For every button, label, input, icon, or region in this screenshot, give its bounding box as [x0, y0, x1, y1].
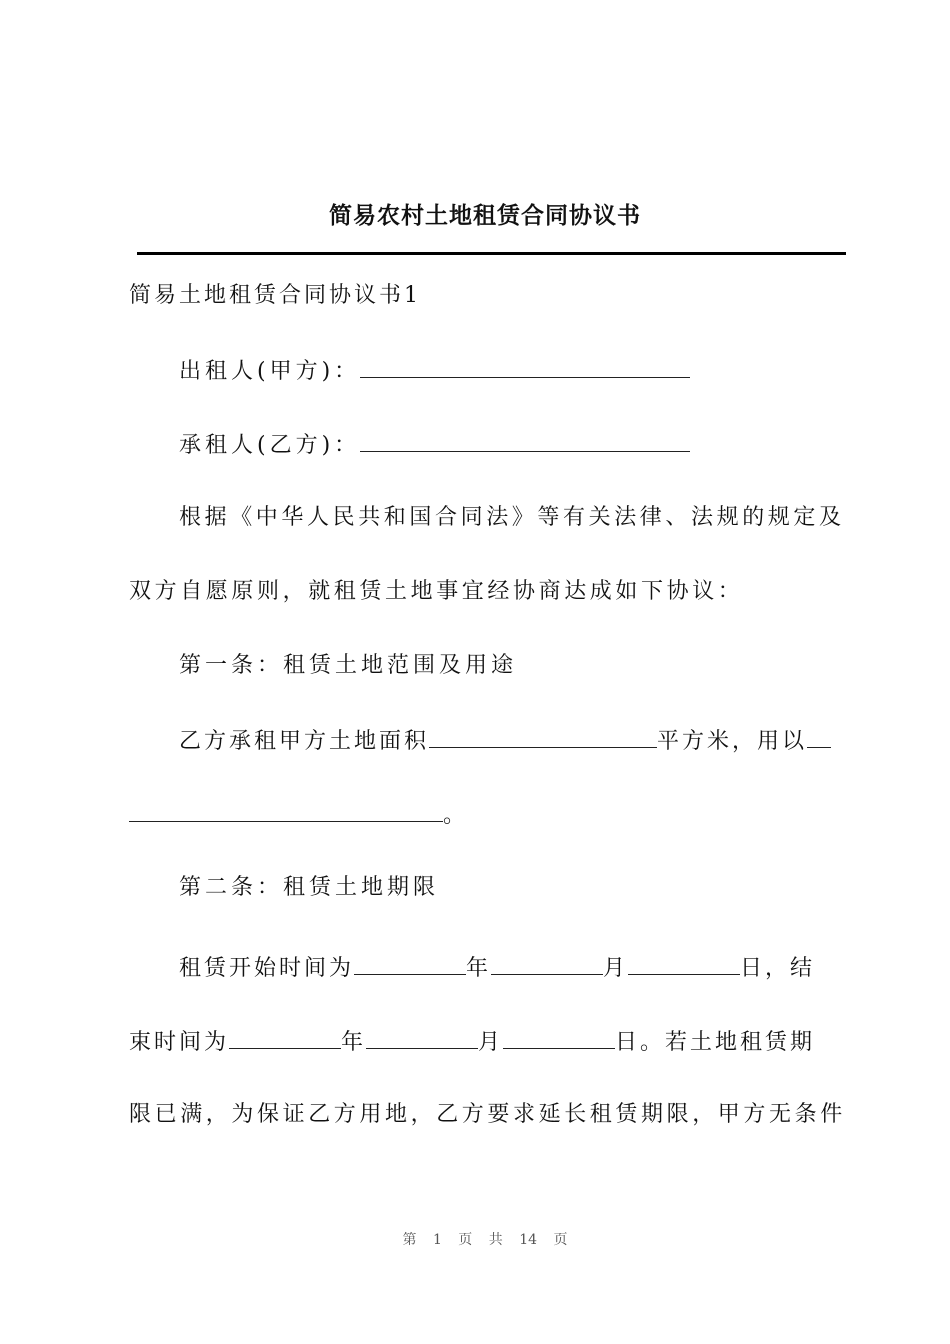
use-blank	[129, 799, 443, 822]
lessor-blank	[360, 355, 690, 378]
lessor-label: 出租人(甲方)：	[179, 359, 361, 384]
lessor-line	[179, 355, 690, 387]
end-time-label: 束时间为	[129, 1030, 230, 1055]
document-title: 简易农村土地租赁合同协议书	[329, 202, 641, 229]
end-year-blank	[229, 1026, 341, 1049]
area-blank	[429, 725, 657, 748]
article-1-continuation	[129, 799, 469, 831]
article-1-title: 第一条：租赁土地范围及用途	[179, 653, 518, 678]
use-blank-start	[807, 725, 831, 748]
end-month-blank	[366, 1026, 478, 1049]
article-2-title: 第二条：租赁土地期限	[179, 875, 440, 900]
start-month-blank	[491, 952, 603, 975]
article-1-part-2: 平方米，用以	[657, 729, 808, 754]
end-day-blank	[503, 1026, 615, 1049]
lessee-blank	[360, 429, 690, 452]
end-month-label: 月	[478, 1030, 504, 1055]
start-day-blank	[628, 952, 740, 975]
end-day-label: 日。若土地租赁期	[615, 1030, 816, 1055]
page-number: 第 1 页 共 14 页	[402, 1232, 568, 1248]
end-year-label: 年	[341, 1030, 367, 1055]
article-1-part-1: 乙方承租甲方土地面积	[179, 729, 430, 754]
title-divider	[137, 252, 846, 255]
start-time-label: 租赁开始时间为	[179, 956, 355, 981]
article-2-line-1	[179, 952, 815, 984]
preamble-line-1: 根据《中华人民共和国合同法》等有关法律、法规的规定及	[179, 505, 845, 530]
start-year-blank	[354, 952, 466, 975]
subtitle: 简易土地租赁合同协议书1	[129, 283, 421, 308]
start-year-label: 年	[466, 956, 492, 981]
article-2-line-2	[129, 1026, 815, 1058]
start-month-label: 月	[603, 956, 629, 981]
lessee-label: 承租人(乙方)：	[179, 433, 361, 458]
article-1-end: 。	[443, 803, 470, 828]
article-1-text	[179, 725, 831, 757]
start-day-label: 日，结	[740, 956, 816, 981]
article-2-line-3: 限已满，为保证乙方用地，乙方要求延长租赁期限，甲方无条件	[129, 1102, 846, 1127]
preamble-line-2: 双方自愿原则，就租赁土地事宜经协商达成如下协议：	[129, 579, 744, 604]
lessee-line	[179, 429, 690, 461]
